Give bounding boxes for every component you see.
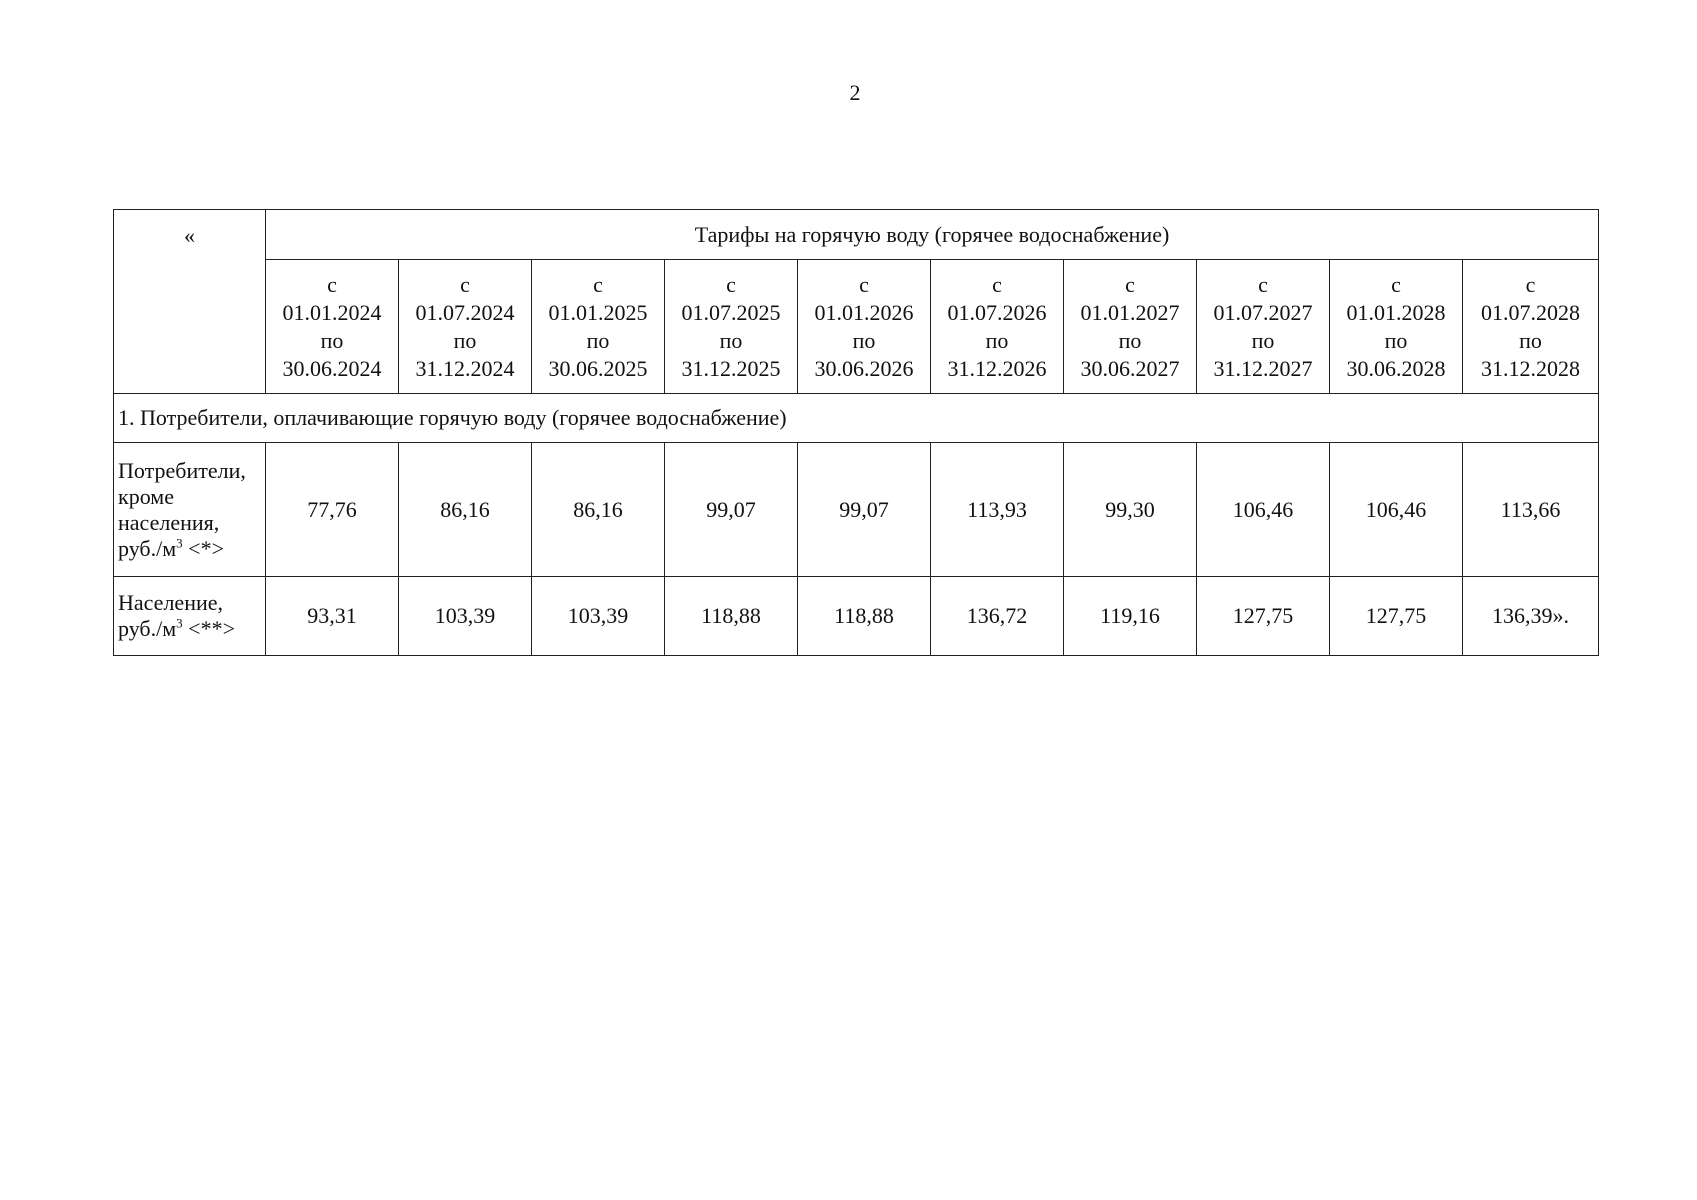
period-from-word: с — [593, 271, 603, 297]
period-from-word: с — [859, 271, 869, 297]
period-to-word: по — [852, 327, 876, 353]
row-label-line: кроме — [118, 483, 174, 509]
period-to-word: по — [985, 327, 1009, 353]
period-from-word: с — [726, 271, 736, 297]
unit-label — [118, 616, 235, 641]
period-from: 01.07.2024 — [415, 299, 515, 325]
period-header-cell — [1463, 260, 1599, 394]
period-from-word: с — [1525, 271, 1536, 297]
tariff-value-cell: 86,16 — [532, 443, 665, 577]
period-to: 31.12.2028 — [1481, 355, 1581, 381]
table-row — [114, 577, 1599, 656]
period-to-word: по — [1519, 327, 1542, 353]
period-to: 30.06.2026 — [814, 355, 914, 381]
tariff-value-cell: 136,39». — [1463, 577, 1599, 656]
period-to: 30.06.2027 — [1080, 355, 1180, 381]
unit-label — [118, 536, 224, 561]
table-row — [114, 443, 1599, 577]
period-from-word: с — [992, 271, 1002, 297]
period-from: 01.01.2028 — [1346, 299, 1446, 325]
period-to-word: по — [1251, 327, 1275, 353]
period-from-word: с — [1125, 271, 1135, 297]
period-to-word: по — [719, 327, 743, 353]
tariff-value-cell: 99,30 — [1064, 443, 1197, 577]
period-header-cell — [931, 260, 1064, 394]
period-to-word: по — [453, 327, 477, 353]
period-from: 01.01.2027 — [1080, 299, 1180, 325]
period-from: 01.07.2025 — [681, 299, 781, 325]
period-from: 01.01.2024 — [282, 299, 382, 325]
period-header-cell — [798, 260, 931, 394]
period-from-word: с — [1391, 271, 1401, 297]
period-header-cell — [665, 260, 798, 394]
period-from: 01.07.2026 — [947, 299, 1047, 325]
period-from: 01.01.2026 — [814, 299, 914, 325]
tariff-value-cell: 113,66 — [1463, 443, 1599, 577]
period-header-row — [114, 260, 1599, 394]
tariff-value-cell: 118,88 — [798, 577, 931, 656]
tariff-value-cell: 119,16 — [1064, 577, 1197, 656]
unit-superscript: 3 — [176, 615, 183, 631]
period-from: 01.07.2027 — [1213, 299, 1313, 325]
row-label — [114, 443, 266, 577]
period-to-word: по — [586, 327, 610, 353]
tariff-value-cell: 106,46 — [1197, 443, 1330, 577]
period-header-cell — [1197, 260, 1330, 394]
period-from-word: с — [327, 271, 337, 297]
tariff-value-cell: 118,88 — [665, 577, 798, 656]
unit-prefix: руб./м — [118, 535, 177, 561]
period-from-word: с — [460, 271, 470, 297]
tariff-table — [113, 209, 1599, 656]
tariff-value-cell: 106,46 — [1330, 443, 1463, 577]
row-label-line: Население, — [118, 590, 224, 615]
tariff-value-cell: 127,75 — [1330, 577, 1463, 656]
period-header-cell — [532, 260, 665, 394]
tariff-value-cell: 136,72 — [931, 577, 1064, 656]
table-header-row — [114, 210, 1599, 260]
period-from: 01.07.2028 — [1481, 299, 1581, 325]
period-header-cell — [1064, 260, 1197, 394]
tariff-value-cell: 77,76 — [266, 443, 399, 577]
unit-prefix: руб./м — [118, 616, 177, 641]
period-to: 30.06.2024 — [282, 355, 382, 381]
unit-suffix: <**> — [182, 616, 235, 641]
period-to: 31.12.2026 — [947, 355, 1047, 381]
tariff-value-cell: 127,75 — [1197, 577, 1330, 656]
unit-suffix: <*> — [182, 535, 224, 561]
tariff-value-cell: 99,07 — [665, 443, 798, 577]
period-to-word: по — [320, 327, 344, 353]
row-label — [114, 577, 266, 656]
tariff-value-cell: 93,31 — [266, 577, 399, 656]
page-number: 2 — [849, 80, 861, 105]
tariff-value-cell: 103,39 — [399, 577, 532, 656]
tariff-value-cell: 99,07 — [798, 443, 931, 577]
period-to: 30.06.2025 — [548, 355, 648, 381]
period-to: 31.12.2024 — [415, 355, 515, 381]
unit-superscript: 3 — [176, 535, 183, 551]
period-from: 01.01.2025 — [548, 299, 648, 325]
tariff-value-cell: 86,16 — [399, 443, 532, 577]
tariff-value-cell: 103,39 — [532, 577, 665, 656]
corner-cell: « — [114, 210, 266, 394]
row-label-line: населения, — [118, 509, 220, 535]
period-header-cell — [1330, 260, 1463, 394]
period-to: 31.12.2027 — [1213, 355, 1313, 381]
period-header-cell — [266, 260, 399, 394]
period-to-word: по — [1118, 327, 1142, 353]
period-header-cell — [399, 260, 532, 394]
row-label-line: Потребители, — [118, 457, 246, 483]
section-row — [114, 394, 1599, 443]
section-title: 1. Потребители, оплачивающие горячую воду (горячее водоснабжение) — [114, 394, 1599, 443]
table-title: Тарифы на горячую воду (горячее водоснабжение) — [266, 210, 1599, 260]
period-to: 31.12.2025 — [681, 355, 781, 381]
period-from-word: с — [1258, 271, 1268, 297]
period-to: 30.06.2028 — [1346, 355, 1446, 381]
tariff-value-cell: 113,93 — [931, 443, 1064, 577]
period-to-word: по — [1384, 327, 1408, 353]
